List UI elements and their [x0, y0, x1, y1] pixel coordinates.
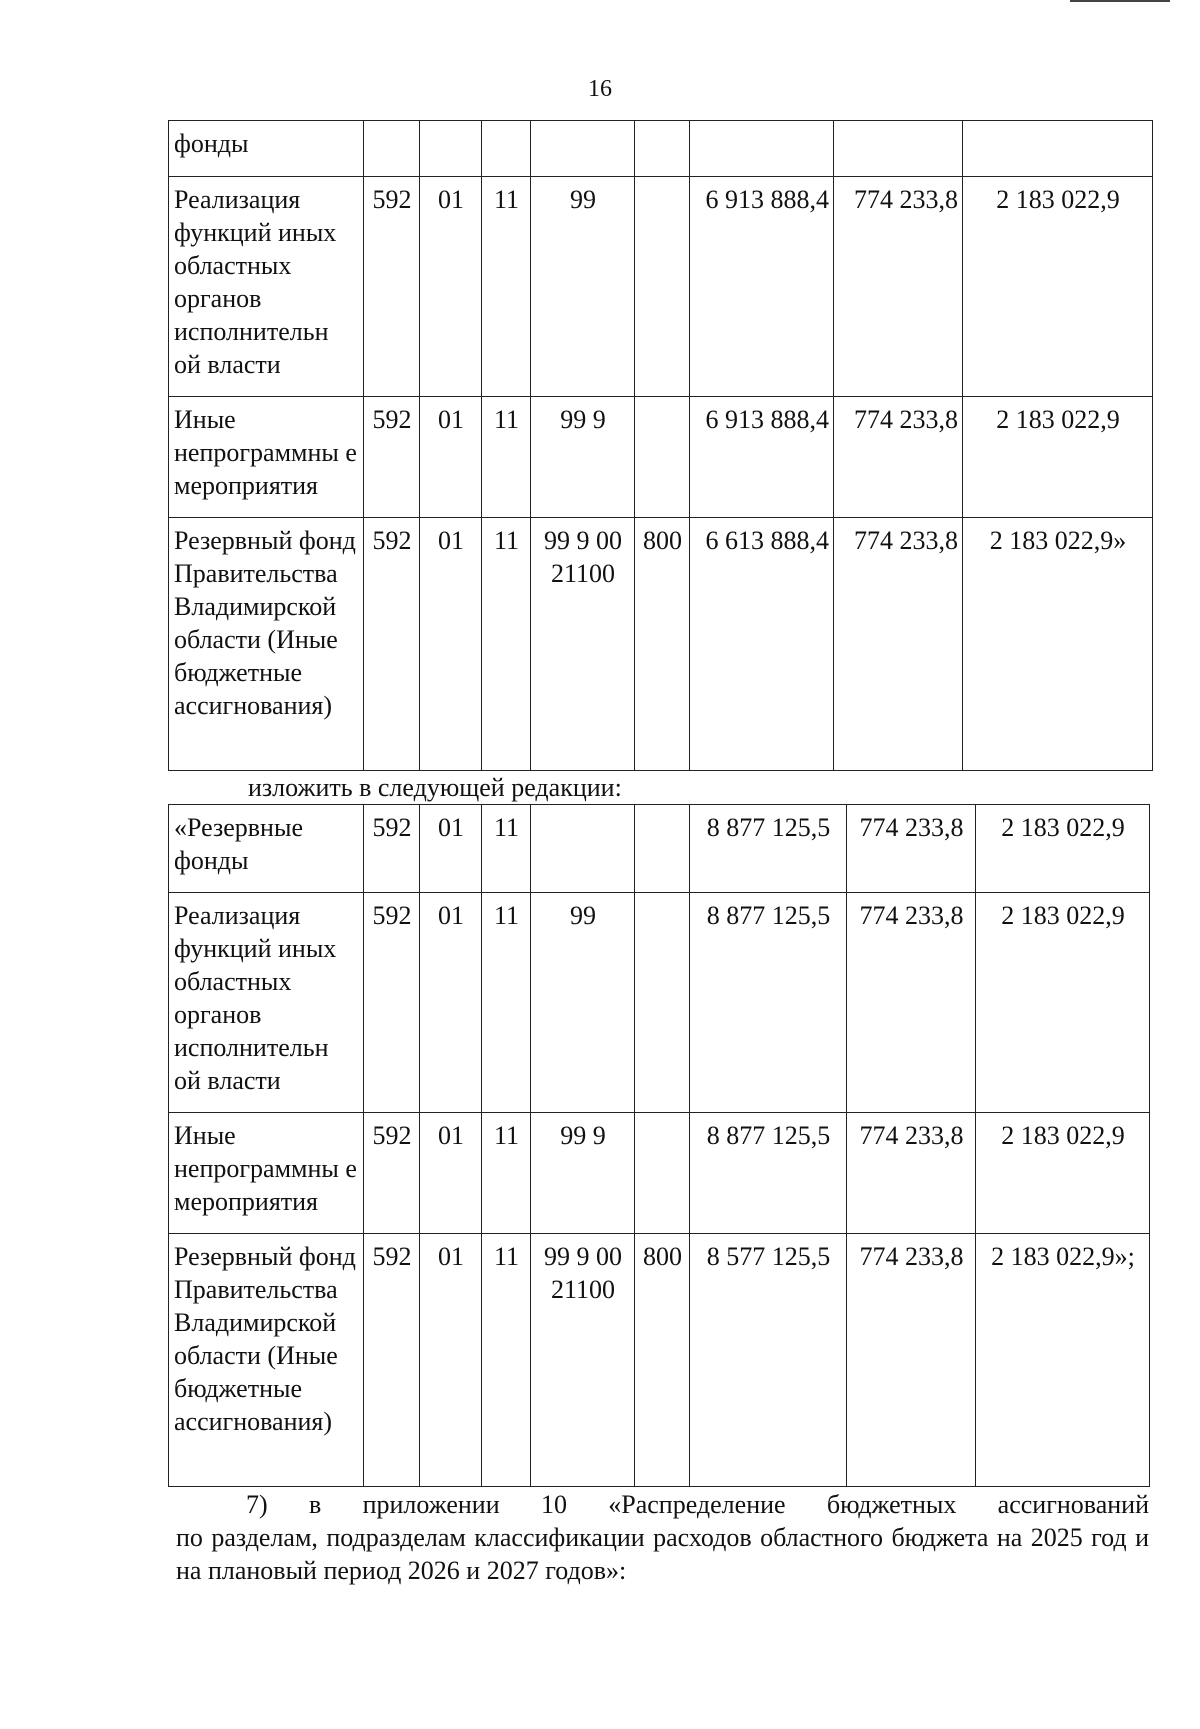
cell-name: Резервный фонд Правительства Владимирской области (Иные бюджетные ассигнования) [169, 1234, 364, 1487]
cell-target-article: 99 9 00 21100 [531, 1234, 635, 1487]
cell-name: Резервный фонд Правительства Владимирской области (Иные бюджетные ассигнования) [169, 518, 364, 771]
cell-expense-type: 800 [635, 518, 690, 771]
cell-target-article [531, 805, 635, 893]
cell-ministry-code: 592 [364, 177, 420, 397]
cell-subsection: 11 [482, 1234, 531, 1487]
page-number: 16 [588, 76, 612, 102]
cell-section [420, 121, 482, 177]
paragraph-continuation: по разделам, подразделам классификации расходов областного бюджета на 2025 год и на плановый период 2026 и 2027 годов»: [176, 1523, 1149, 1585]
amendment-instruction: изложить в следующей редакции: [248, 773, 622, 802]
cell-amount-2027 [963, 121, 1153, 177]
amendment-paragraph [176, 1488, 1149, 1587]
cell-ministry-code: 592 [364, 1113, 420, 1234]
table-row [169, 518, 1153, 771]
cell-section: 01 [420, 893, 482, 1113]
cell-amount-2027: 2 183 022,9»; [976, 1234, 1150, 1487]
cell-amount-2025: 6 913 888,4 [690, 177, 834, 397]
budget-table-after [168, 804, 1150, 1487]
paragraph-first-line: 7) в приложении 10 «Распределение бюджетных ассигнований [246, 1490, 1149, 1519]
cell-subsection: 11 [482, 893, 531, 1113]
cell-ministry-code: 592 [364, 397, 420, 518]
cell-expense-type [635, 805, 690, 893]
cell-amount-2027: 2 183 022,9 [963, 177, 1153, 397]
scan-artifact [1070, 0, 1170, 2]
cell-subsection: 11 [482, 805, 531, 893]
cell-amount-2025: 8 877 125,5 [690, 1113, 847, 1234]
table-row [169, 1234, 1150, 1487]
cell-section: 01 [420, 177, 482, 397]
cell-ministry-code: 592 [364, 1234, 420, 1487]
cell-amount-2027: 2 183 022,9» [963, 518, 1153, 771]
cell-amount-2025: 6 913 888,4 [690, 397, 834, 518]
cell-name: Реализация функций иных областных органов исполнительн ой власти [169, 893, 364, 1113]
table-row [169, 121, 1153, 177]
cell-name: фонды [169, 121, 364, 177]
cell-ministry-code: 592 [364, 518, 420, 771]
table-row [169, 805, 1150, 893]
budget-table-before [168, 120, 1153, 771]
cell-expense-type [635, 177, 690, 397]
cell-name: Иные непрограммны е мероприятия [169, 397, 364, 518]
cell-ministry-code [364, 121, 420, 177]
table-row [169, 1113, 1150, 1234]
cell-section: 01 [420, 1113, 482, 1234]
cell-ministry-code: 592 [364, 893, 420, 1113]
cell-target-article: 99 [531, 893, 635, 1113]
cell-target-article: 99 [531, 177, 635, 397]
cell-amount-2025: 8 877 125,5 [690, 805, 847, 893]
table-row [169, 893, 1150, 1113]
cell-subsection: 11 [482, 177, 531, 397]
cell-amount-2026: 774 233,8 [834, 397, 963, 518]
cell-subsection: 11 [482, 397, 531, 518]
cell-amount-2026: 774 233,8 [847, 805, 976, 893]
cell-target-article: 99 9 [531, 1113, 635, 1234]
cell-amount-2025: 8 577 125,5 [690, 1234, 847, 1487]
cell-expense-type [635, 121, 690, 177]
cell-expense-type [635, 1113, 690, 1234]
cell-expense-type [635, 397, 690, 518]
cell-amount-2025: 8 877 125,5 [690, 893, 847, 1113]
cell-expense-type: 800 [635, 1234, 690, 1487]
cell-amount-2026: 774 233,8 [834, 177, 963, 397]
cell-amount-2026: 774 233,8 [847, 893, 976, 1113]
cell-section: 01 [420, 518, 482, 771]
cell-amount-2026: 774 233,8 [834, 518, 963, 771]
cell-target-article: 99 9 00 21100 [531, 518, 635, 771]
table-row [169, 397, 1153, 518]
cell-section: 01 [420, 805, 482, 893]
cell-amount-2027: 2 183 022,9 [976, 893, 1150, 1113]
cell-name: Реализация функций иных областных органов исполнительн ой власти [169, 177, 364, 397]
cell-amount-2027: 2 183 022,9 [963, 397, 1153, 518]
cell-amount-2025: 6 613 888,4 [690, 518, 834, 771]
cell-amount-2027: 2 183 022,9 [976, 1113, 1150, 1234]
cell-name: «Резервные фонды [169, 805, 364, 893]
table-row [169, 177, 1153, 397]
cell-section: 01 [420, 1234, 482, 1487]
cell-ministry-code: 592 [364, 805, 420, 893]
cell-target-article: 99 9 [531, 397, 635, 518]
cell-amount-2025 [690, 121, 834, 177]
cell-amount-2026: 774 233,8 [847, 1113, 976, 1234]
cell-subsection: 11 [482, 1113, 531, 1234]
cell-section: 01 [420, 397, 482, 518]
cell-subsection: 11 [482, 518, 531, 771]
cell-subsection [482, 121, 531, 177]
cell-expense-type [635, 893, 690, 1113]
cell-amount-2026 [834, 121, 963, 177]
cell-name: Иные непрограммны е мероприятия [169, 1113, 364, 1234]
cell-target-article [531, 121, 635, 177]
cell-amount-2027: 2 183 022,9 [976, 805, 1150, 893]
cell-amount-2026: 774 233,8 [847, 1234, 976, 1487]
